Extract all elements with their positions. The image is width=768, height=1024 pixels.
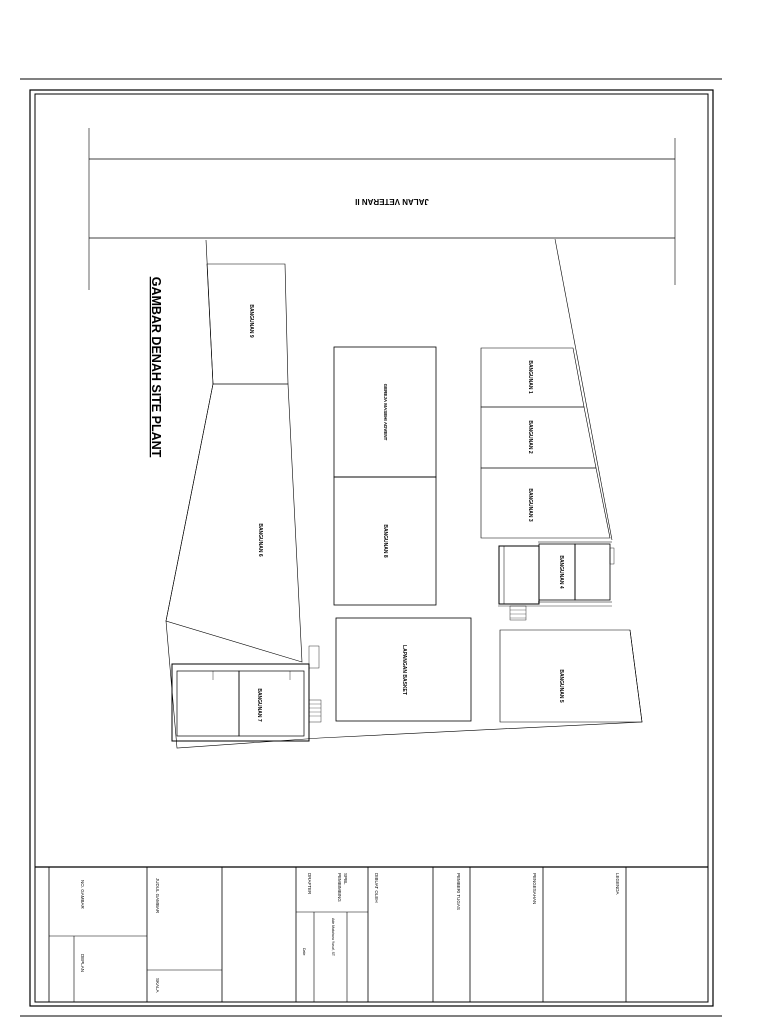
building-3-label: BANGUNAN 3 bbox=[527, 488, 533, 522]
building-1-label: BANGUNAN 1 bbox=[527, 360, 533, 394]
title-block bbox=[35, 867, 708, 1002]
tb-pemberi-tugas: PEMBERI TUGAS bbox=[456, 873, 461, 910]
tb-judul-gambar: JUDUL GAMBAR bbox=[155, 878, 160, 914]
building-6-label: BANGUNAN 6 bbox=[257, 523, 263, 557]
tb-drafter-name: Ade Matahara Yusuf, ST bbox=[331, 918, 335, 957]
building-2 bbox=[481, 407, 596, 468]
building-6 bbox=[166, 384, 302, 662]
tb-dibuat-oleh: DIBUAT OLEH bbox=[374, 873, 379, 903]
gereja-label: GEREJA MASEHI ADVENT bbox=[383, 383, 388, 441]
building-2-label: BANGUNAN 2 bbox=[527, 420, 533, 454]
building-1 bbox=[481, 348, 584, 407]
building-3 bbox=[481, 468, 610, 538]
tb-no-gambar: NO. GAMBAR bbox=[80, 880, 85, 909]
building-7-label: BANGUNAN 7 bbox=[256, 688, 262, 722]
building-8-label: BANGUNAN 8 bbox=[382, 524, 388, 558]
building-4-label: BANGUNAN 4 bbox=[558, 555, 564, 589]
tb-date: Date bbox=[302, 948, 306, 956]
building-8 bbox=[334, 477, 436, 605]
tb-pengesahan: PENGESAHAN bbox=[532, 873, 537, 905]
tb-deplan: DEPLAN bbox=[80, 954, 85, 973]
building-9-label: BANGUNAN 9 bbox=[248, 304, 254, 338]
lapangan-label: LAPANGAN BASKET bbox=[401, 645, 407, 695]
building-5 bbox=[500, 630, 642, 722]
inner-frame bbox=[35, 94, 708, 1002]
drawing-title: GAMBAR DENAH SITE PLANT bbox=[149, 276, 163, 458]
tb-skala: SKALA bbox=[155, 978, 160, 993]
road-label: JALAN VETERAN II bbox=[355, 197, 429, 206]
building-7 bbox=[172, 646, 321, 741]
tb-legenda: LEGENDA bbox=[615, 873, 620, 895]
building-9 bbox=[207, 264, 288, 384]
tb-pembimbing: PEMBIMBING bbox=[337, 873, 342, 902]
tb-drafter: DRAFTER bbox=[307, 873, 312, 895]
gereja-masehi-advent bbox=[334, 347, 436, 477]
building-5-label: BANGUNAN 5 bbox=[558, 669, 564, 703]
tb-spbl: SPBL bbox=[343, 873, 348, 885]
road-jalan-veteran bbox=[89, 128, 675, 290]
building-4 bbox=[498, 542, 614, 620]
lapangan-basket bbox=[336, 618, 471, 721]
